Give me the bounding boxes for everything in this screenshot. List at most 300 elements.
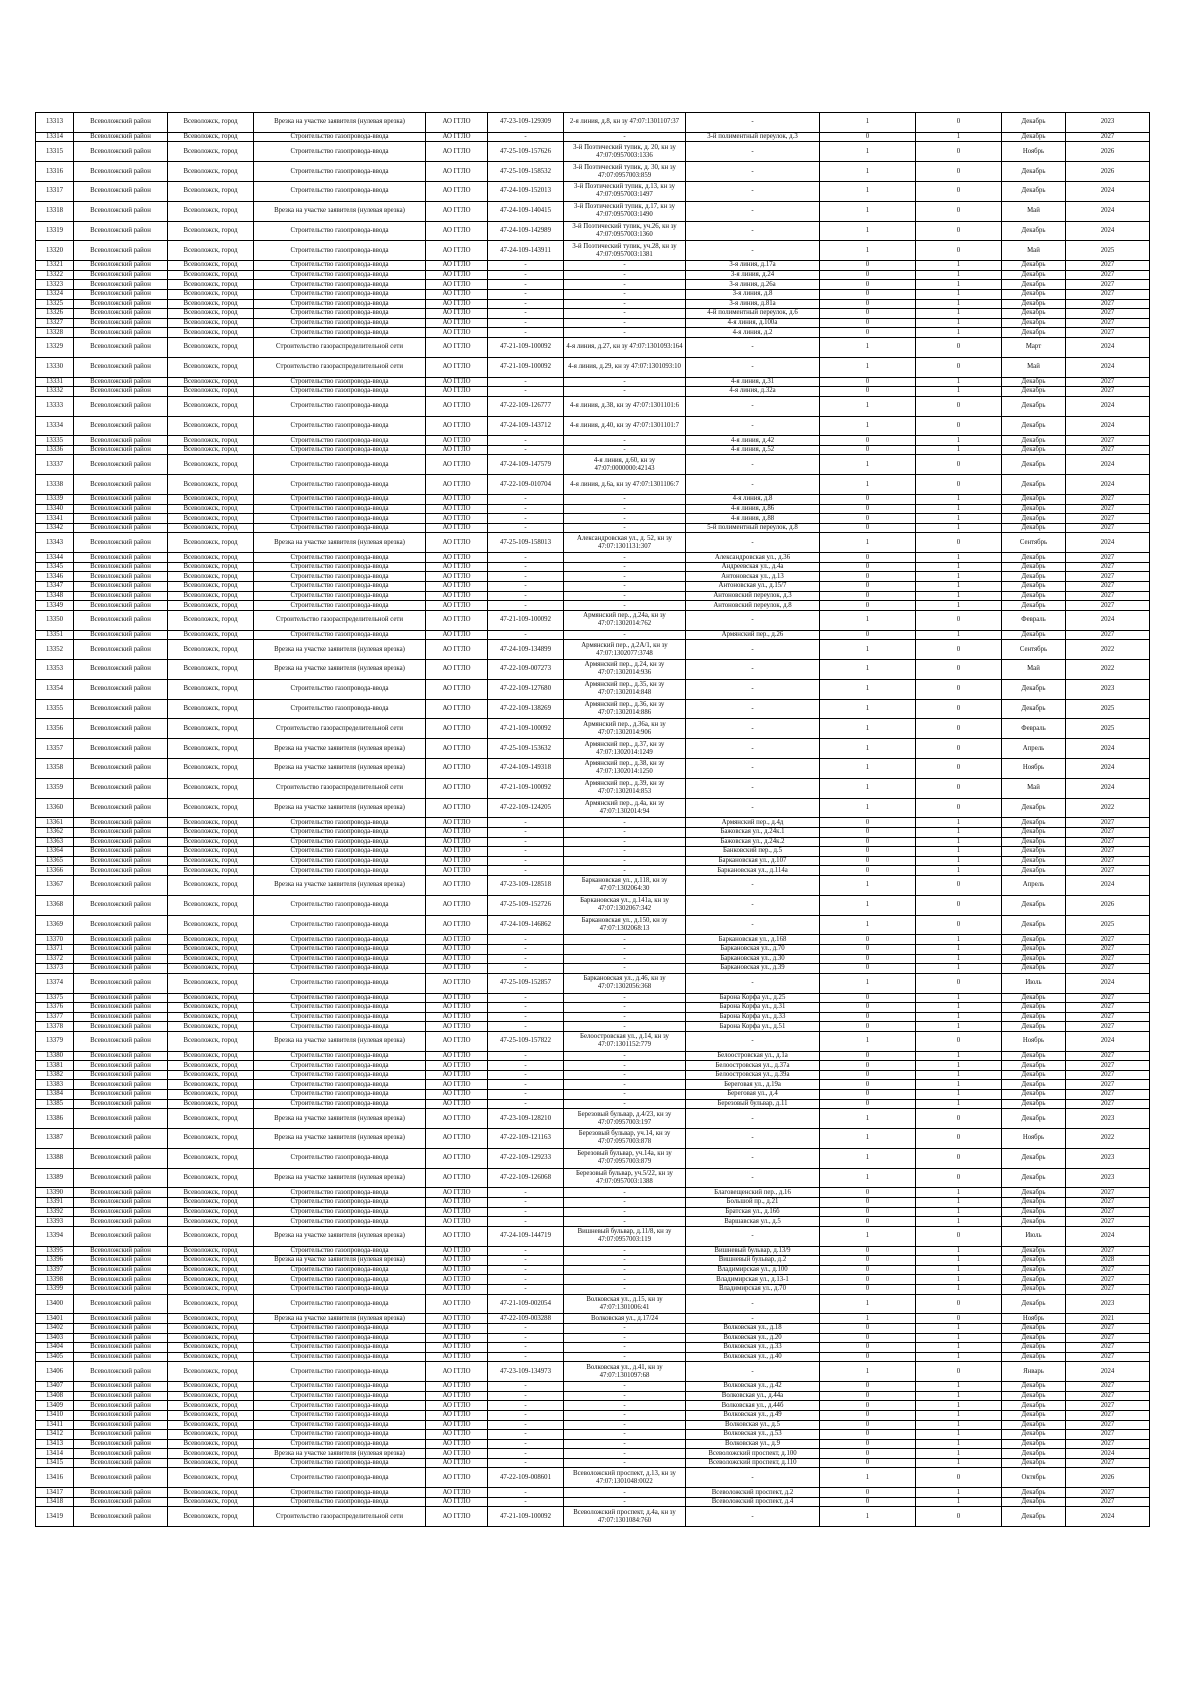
applicant-count-cell: 1 xyxy=(820,1031,916,1051)
table-row xyxy=(36,1148,1150,1168)
organization-cell: АО ГГЛО xyxy=(426,1188,488,1198)
row-number-cell: 13329 xyxy=(36,337,74,357)
organization-cell: АО ГГЛО xyxy=(426,1401,488,1411)
row-number-cell: 13351 xyxy=(36,630,74,640)
work-type-cell: Строительство газопровода-ввода xyxy=(254,523,426,533)
applicant-count-cell: 0 xyxy=(820,504,916,514)
work-type-cell: Строительство газопровода-ввода xyxy=(254,1410,426,1420)
month-cell: Февраль xyxy=(1002,719,1066,739)
settlement-cell: Всеволожск, город xyxy=(168,1003,254,1013)
month-cell: Декабрь xyxy=(1002,1207,1066,1217)
prospect-count-cell: 1 xyxy=(916,523,1002,533)
settlement-cell: Всеволожск, город xyxy=(168,572,254,582)
month-cell: Декабрь xyxy=(1002,1246,1066,1256)
prospect-count-cell: 1 xyxy=(916,1061,1002,1071)
month-cell: Декабрь xyxy=(1002,699,1066,719)
organization-cell: АО ГГЛО xyxy=(426,1488,488,1498)
year-cell: 2027 xyxy=(1066,1458,1150,1468)
applicant-count-cell: 0 xyxy=(820,1430,916,1440)
contract-number-cell: - xyxy=(488,309,564,319)
district-cell: Всеволожский район xyxy=(74,1294,168,1314)
cadastral-address-cell: - xyxy=(564,572,686,582)
address-cell: Барона Корфа ул., д.51 xyxy=(686,1022,820,1032)
organization-cell: АО ГГЛО xyxy=(426,1352,488,1362)
year-cell: 2027 xyxy=(1066,601,1150,611)
work-type-cell: Строительство газопровода-ввода xyxy=(254,856,426,866)
district-cell: Всеволожский район xyxy=(74,181,168,201)
district-cell: Всеволожский район xyxy=(74,113,168,133)
contract-number-cell: - xyxy=(488,562,564,572)
cadastral-address-cell: - xyxy=(564,866,686,876)
year-cell: 2027 xyxy=(1066,1188,1150,1198)
organization-cell: АО ГГЛО xyxy=(426,357,488,377)
district-cell: Всеволожский район xyxy=(74,1275,168,1285)
district-cell: Всеволожский район xyxy=(74,601,168,611)
address-cell: Всеволожский проспект, д.110 xyxy=(686,1458,820,1468)
settlement-cell: Всеволожск, город xyxy=(168,778,254,798)
contract-number-cell: 47-22-109-121163 xyxy=(488,1129,564,1149)
cadastral-address-cell: - xyxy=(564,1449,686,1459)
settlement-cell: Всеволожск, город xyxy=(168,1497,254,1507)
month-cell: Декабрь xyxy=(1002,445,1066,455)
month-cell: Декабрь xyxy=(1002,582,1066,592)
settlement-cell: Всеволожск, город xyxy=(168,1439,254,1449)
prospect-count-cell: 1 xyxy=(916,1070,1002,1080)
year-cell: 2027 xyxy=(1066,954,1150,964)
year-cell: 2027 xyxy=(1066,1099,1150,1109)
applicant-count-cell: 0 xyxy=(820,436,916,446)
settlement-cell: Всеволожск, город xyxy=(168,1284,254,1294)
contract-number-cell: - xyxy=(488,1430,564,1440)
contract-number-cell: - xyxy=(488,1061,564,1071)
cadastral-address-cell: - xyxy=(564,582,686,592)
applicant-count-cell: 0 xyxy=(820,1458,916,1468)
district-cell: Всеволожский район xyxy=(74,847,168,857)
applicant-count-cell: 0 xyxy=(820,495,916,505)
address-cell: 3-й полиментный переулок, д.3 xyxy=(686,132,820,142)
work-type-cell: Врезка на участке заявителя (нулевая врезка) xyxy=(254,875,426,895)
year-cell: 2027 xyxy=(1066,964,1150,974)
work-type-cell: Строительство газопровода-ввода xyxy=(254,1420,426,1430)
district-cell: Всеволожский район xyxy=(74,1430,168,1440)
month-cell: Декабрь xyxy=(1002,396,1066,416)
year-cell: 2027 xyxy=(1066,270,1150,280)
contract-number-cell: - xyxy=(488,1343,564,1353)
settlement-cell: Всеволожск, город xyxy=(168,630,254,640)
month-cell: Декабрь xyxy=(1002,523,1066,533)
prospect-count-cell: 1 xyxy=(916,328,1002,338)
organization-cell: АО ГГЛО xyxy=(426,630,488,640)
address-cell: - xyxy=(686,142,820,162)
contract-number-cell: - xyxy=(488,1256,564,1266)
year-cell: 2027 xyxy=(1066,553,1150,563)
table-row xyxy=(36,1012,1150,1022)
organization-cell: АО ГГЛО xyxy=(426,1217,488,1227)
address-cell: - xyxy=(686,221,820,241)
contract-number-cell: - xyxy=(488,299,564,309)
table-row xyxy=(36,1256,1150,1266)
address-cell: Варшавская ул., д.5 xyxy=(686,1217,820,1227)
district-cell: Всеволожский район xyxy=(74,1391,168,1401)
work-type-cell: Строительство газопровода-ввода xyxy=(254,1246,426,1256)
organization-cell: АО ГГЛО xyxy=(426,993,488,1003)
cadastral-address-cell: - xyxy=(564,514,686,524)
month-cell: Декабрь xyxy=(1002,818,1066,828)
district-cell: Всеволожский район xyxy=(74,1217,168,1227)
work-type-cell: Строительство газопровода-ввода xyxy=(254,601,426,611)
row-number-cell: 13376 xyxy=(36,1003,74,1013)
prospect-count-cell: 1 xyxy=(916,837,1002,847)
cadastral-address-cell: Баркановская ул., д.46, кн зу 47:07:1302056:368 xyxy=(564,973,686,993)
contract-number-cell: - xyxy=(488,856,564,866)
applicant-count-cell: 1 xyxy=(820,113,916,133)
work-type-cell: Строительство газопровода-ввода xyxy=(254,495,426,505)
work-type-cell: Строительство газопровода-ввода xyxy=(254,1099,426,1109)
month-cell: Декабрь xyxy=(1002,1333,1066,1343)
organization-cell: АО ГГЛО xyxy=(426,162,488,182)
work-type-cell: Строительство газопровода-ввода xyxy=(254,377,426,387)
contract-number-cell: - xyxy=(488,1275,564,1285)
contract-number-cell: - xyxy=(488,377,564,387)
contract-number-cell: 47-21-109-100092 xyxy=(488,337,564,357)
table-row xyxy=(36,562,1150,572)
row-number-cell: 13415 xyxy=(36,1458,74,1468)
row-number-cell: 13394 xyxy=(36,1226,74,1246)
cadastral-address-cell: 4-я линия, д.60, кн зу 47:07:0000000:42143 xyxy=(564,455,686,475)
row-number-cell: 13403 xyxy=(36,1333,74,1343)
address-cell: - xyxy=(686,640,820,660)
settlement-cell: Всеволожск, город xyxy=(168,856,254,866)
year-cell: 2027 xyxy=(1066,132,1150,142)
contract-number-cell: - xyxy=(488,553,564,563)
organization-cell: АО ГГЛО xyxy=(426,944,488,954)
gasification-register-table xyxy=(35,112,1150,1527)
district-cell: Всеволожский район xyxy=(74,142,168,162)
prospect-count-cell: 0 xyxy=(916,640,1002,660)
contract-number-cell: 47-22-109-124205 xyxy=(488,798,564,818)
address-cell: Антоновский переулок, д.8 xyxy=(686,601,820,611)
district-cell: Всеволожский район xyxy=(74,1061,168,1071)
table-row xyxy=(36,1031,1150,1051)
row-number-cell: 13345 xyxy=(36,562,74,572)
month-cell: Декабрь xyxy=(1002,1090,1066,1100)
settlement-cell: Всеволожск, город xyxy=(168,591,254,601)
settlement-cell: Всеволожск, город xyxy=(168,261,254,271)
applicant-count-cell: 0 xyxy=(820,514,916,524)
table-row xyxy=(36,866,1150,876)
row-number-cell: 13318 xyxy=(36,201,74,221)
prospect-count-cell: 0 xyxy=(916,241,1002,261)
row-number-cell: 13355 xyxy=(36,699,74,719)
address-cell: Андреевская ул., д.4а xyxy=(686,562,820,572)
settlement-cell: Всеволожск, город xyxy=(168,1391,254,1401)
cadastral-address-cell: - xyxy=(564,387,686,397)
organization-cell: АО ГГЛО xyxy=(426,270,488,280)
prospect-count-cell: 1 xyxy=(916,1080,1002,1090)
settlement-cell: Всеволожск, город xyxy=(168,289,254,299)
address-cell: - xyxy=(686,337,820,357)
contract-number-cell: 47-24-109-147579 xyxy=(488,455,564,475)
table-row xyxy=(36,181,1150,201)
prospect-count-cell: 1 xyxy=(916,1420,1002,1430)
settlement-cell: Всеволожск, город xyxy=(168,1458,254,1468)
applicant-count-cell: 1 xyxy=(820,739,916,759)
month-cell: Декабрь xyxy=(1002,1070,1066,1080)
prospect-count-cell: 1 xyxy=(916,1343,1002,1353)
address-cell: Антоновская ул., д.13 xyxy=(686,572,820,582)
prospect-count-cell: 0 xyxy=(916,113,1002,133)
applicant-count-cell: 0 xyxy=(820,1070,916,1080)
applicant-count-cell: 0 xyxy=(820,1401,916,1411)
row-number-cell: 13317 xyxy=(36,181,74,201)
row-number-cell: 13401 xyxy=(36,1314,74,1324)
organization-cell: АО ГГЛО xyxy=(426,523,488,533)
address-cell: 4-я линия, д.52 xyxy=(686,445,820,455)
month-cell: Март xyxy=(1002,337,1066,357)
address-cell: 4-я линия, д.2 xyxy=(686,328,820,338)
organization-cell: АО ГГЛО xyxy=(426,1323,488,1333)
organization-cell: АО ГГЛО xyxy=(426,1031,488,1051)
applicant-count-cell: 1 xyxy=(820,201,916,221)
cadastral-address-cell: - xyxy=(564,1275,686,1285)
prospect-count-cell: 1 xyxy=(916,514,1002,524)
district-cell: Всеволожский район xyxy=(74,719,168,739)
row-number-cell: 13412 xyxy=(36,1430,74,1440)
table-row xyxy=(36,944,1150,954)
applicant-count-cell: 1 xyxy=(820,1507,916,1527)
settlement-cell: Всеволожск, город xyxy=(168,660,254,680)
applicant-count-cell: 0 xyxy=(820,289,916,299)
cadastral-address-cell: - xyxy=(564,1439,686,1449)
prospect-count-cell: 0 xyxy=(916,181,1002,201)
applicant-count-cell: 0 xyxy=(820,591,916,601)
month-cell: Декабрь xyxy=(1002,1391,1066,1401)
row-number-cell: 13397 xyxy=(36,1265,74,1275)
year-cell: 2023 xyxy=(1066,679,1150,699)
table-row xyxy=(36,1188,1150,1198)
applicant-count-cell: 1 xyxy=(820,610,916,630)
organization-cell: АО ГГЛО xyxy=(426,562,488,572)
applicant-count-cell: 1 xyxy=(820,798,916,818)
contract-number-cell: 47-25-109-152726 xyxy=(488,895,564,915)
work-type-cell: Врезка на участке заявителя (нулевая врезка) xyxy=(254,1226,426,1246)
cadastral-address-cell: Армянский пер., д.35, кн зу 47:07:1302014:848 xyxy=(564,679,686,699)
district-cell: Всеволожский район xyxy=(74,1382,168,1392)
year-cell: 2027 xyxy=(1066,1070,1150,1080)
settlement-cell: Всеволожск, город xyxy=(168,1022,254,1032)
year-cell: 2027 xyxy=(1066,1439,1150,1449)
work-type-cell: Строительство газопровода-ввода xyxy=(254,455,426,475)
organization-cell: АО ГГЛО xyxy=(426,1294,488,1314)
address-cell: 3-я линия, д.81а xyxy=(686,299,820,309)
table-row xyxy=(36,1022,1150,1032)
district-cell: Всеволожский район xyxy=(74,1051,168,1061)
month-cell: Май xyxy=(1002,241,1066,261)
year-cell: 2027 xyxy=(1066,630,1150,640)
district-cell: Всеволожский район xyxy=(74,337,168,357)
work-type-cell: Строительство газопровода-ввода xyxy=(254,837,426,847)
row-number-cell: 13413 xyxy=(36,1439,74,1449)
prospect-count-cell: 1 xyxy=(916,964,1002,974)
row-number-cell: 13411 xyxy=(36,1420,74,1430)
table-row xyxy=(36,504,1150,514)
organization-cell: АО ГГЛО xyxy=(426,640,488,660)
cadastral-address-cell: 4-я линия, д.6а, кн зу 47:07:1301106:7 xyxy=(564,475,686,495)
month-cell: Декабрь xyxy=(1002,915,1066,935)
month-cell: Декабрь xyxy=(1002,495,1066,505)
district-cell: Всеволожский район xyxy=(74,201,168,221)
address-cell: Волковская ул., д.5 xyxy=(686,1420,820,1430)
table-row xyxy=(36,758,1150,778)
address-cell: - xyxy=(686,241,820,261)
month-cell: Декабрь xyxy=(1002,954,1066,964)
settlement-cell: Всеволожск, город xyxy=(168,299,254,309)
contract-number-cell: 47-24-109-144719 xyxy=(488,1226,564,1246)
contract-number-cell: 47-21-109-100092 xyxy=(488,357,564,377)
applicant-count-cell: 0 xyxy=(820,582,916,592)
organization-cell: АО ГГЛО xyxy=(426,1226,488,1246)
table-row xyxy=(36,1294,1150,1314)
address-cell: Братская ул., д.16б xyxy=(686,1207,820,1217)
applicant-count-cell: 0 xyxy=(820,1420,916,1430)
address-cell: Барона Корфа ул., д.25 xyxy=(686,993,820,1003)
work-type-cell: Строительство газораспределительной сети xyxy=(254,719,426,739)
work-type-cell: Врезка на участке заявителя (нулевая врезка) xyxy=(254,1314,426,1324)
address-cell: - xyxy=(686,396,820,416)
month-cell: Декабрь xyxy=(1002,221,1066,241)
work-type-cell: Строительство газопровода-ввода xyxy=(254,1362,426,1382)
prospect-count-cell: 1 xyxy=(916,1439,1002,1449)
table-row xyxy=(36,798,1150,818)
prospect-count-cell: 0 xyxy=(916,778,1002,798)
table-row xyxy=(36,1382,1150,1392)
organization-cell: АО ГГЛО xyxy=(426,436,488,446)
row-number-cell: 13365 xyxy=(36,856,74,866)
applicant-count-cell: 0 xyxy=(820,1217,916,1227)
district-cell: Всеволожский район xyxy=(74,944,168,954)
district-cell: Всеволожский район xyxy=(74,1401,168,1411)
organization-cell: АО ГГЛО xyxy=(426,1207,488,1217)
prospect-count-cell: 0 xyxy=(916,455,1002,475)
work-type-cell: Строительство газопровода-ввода xyxy=(254,562,426,572)
month-cell: Декабрь xyxy=(1002,1003,1066,1013)
organization-cell: АО ГГЛО xyxy=(426,679,488,699)
prospect-count-cell: 1 xyxy=(916,270,1002,280)
applicant-count-cell: 0 xyxy=(820,132,916,142)
district-cell: Всеволожский район xyxy=(74,562,168,572)
year-cell: 2024 xyxy=(1066,221,1150,241)
table-row xyxy=(36,475,1150,495)
row-number-cell: 13418 xyxy=(36,1497,74,1507)
year-cell: 2027 xyxy=(1066,1275,1150,1285)
row-number-cell: 13388 xyxy=(36,1148,74,1168)
district-cell: Всеволожский район xyxy=(74,1488,168,1498)
cadastral-address-cell: Вишневый бульвар, д.11/8, кн зу 47:07:0957003:119 xyxy=(564,1226,686,1246)
district-cell: Всеволожский район xyxy=(74,1497,168,1507)
month-cell: Декабрь xyxy=(1002,1439,1066,1449)
settlement-cell: Всеволожск, город xyxy=(168,221,254,241)
row-number-cell: 13337 xyxy=(36,455,74,475)
register-body xyxy=(36,113,1150,1527)
month-cell: Июль xyxy=(1002,973,1066,993)
year-cell: 2024 xyxy=(1066,973,1150,993)
work-type-cell: Строительство газопровода-ввода xyxy=(254,1352,426,1362)
prospect-count-cell: 1 xyxy=(916,495,1002,505)
district-cell: Всеволожский район xyxy=(74,396,168,416)
address-cell: Волковская ул., д.18 xyxy=(686,1323,820,1333)
contract-number-cell: - xyxy=(488,1217,564,1227)
contract-number-cell: - xyxy=(488,1012,564,1022)
district-cell: Всеволожский район xyxy=(74,436,168,446)
district-cell: Всеволожский район xyxy=(74,318,168,328)
month-cell: Декабрь xyxy=(1002,1458,1066,1468)
address-cell: - xyxy=(686,1109,820,1129)
row-number-cell: 13370 xyxy=(36,935,74,945)
year-cell: 2027 xyxy=(1066,514,1150,524)
row-number-cell: 13405 xyxy=(36,1352,74,1362)
organization-cell: АО ГГЛО xyxy=(426,591,488,601)
address-cell: Береговая ул., д.4 xyxy=(686,1090,820,1100)
contract-number-cell: - xyxy=(488,504,564,514)
settlement-cell: Всеволожск, город xyxy=(168,445,254,455)
address-cell: Всеволожский проспект, д.2 xyxy=(686,1488,820,1498)
applicant-count-cell: 1 xyxy=(820,1226,916,1246)
row-number-cell: 13364 xyxy=(36,847,74,857)
settlement-cell: Всеволожск, город xyxy=(168,455,254,475)
cadastral-address-cell: Армянский пер., д.2А/1, кн зу 47:07:1302077:3748 xyxy=(564,640,686,660)
cadastral-address-cell: - xyxy=(564,1458,686,1468)
prospect-count-cell: 0 xyxy=(916,1468,1002,1488)
year-cell: 2024 xyxy=(1066,416,1150,436)
organization-cell: АО ГГЛО xyxy=(426,1343,488,1353)
year-cell: 2022 xyxy=(1066,798,1150,818)
organization-cell: АО ГГЛО xyxy=(426,856,488,866)
applicant-count-cell: 0 xyxy=(820,944,916,954)
month-cell: Декабрь xyxy=(1002,798,1066,818)
prospect-count-cell: 1 xyxy=(916,1323,1002,1333)
cadastral-address-cell: - xyxy=(564,1401,686,1411)
organization-cell: АО ГГЛО xyxy=(426,1080,488,1090)
work-type-cell: Врезка на участке заявителя (нулевая врезка) xyxy=(254,201,426,221)
district-cell: Всеволожский район xyxy=(74,495,168,505)
month-cell: Декабрь xyxy=(1002,993,1066,1003)
row-number-cell: 13416 xyxy=(36,1468,74,1488)
year-cell: 2022 xyxy=(1066,660,1150,680)
year-cell: 2022 xyxy=(1066,1129,1150,1149)
applicant-count-cell: 0 xyxy=(820,1256,916,1266)
settlement-cell: Всеволожск, город xyxy=(168,1168,254,1188)
applicant-count-cell: 0 xyxy=(820,601,916,611)
table-row xyxy=(36,679,1150,699)
table-row xyxy=(36,1468,1150,1488)
settlement-cell: Всеволожск, город xyxy=(168,1070,254,1080)
row-number-cell: 13346 xyxy=(36,572,74,582)
address-cell: - xyxy=(686,660,820,680)
table-row xyxy=(36,915,1150,935)
contract-number-cell: 47-22-109-007273 xyxy=(488,660,564,680)
work-type-cell: Врезка на участке заявителя (нулевая врезка) xyxy=(254,660,426,680)
cadastral-address-cell: Волковская ул., д.41, кн зу 47:07:1301097:68 xyxy=(564,1362,686,1382)
settlement-cell: Всеволожск, город xyxy=(168,964,254,974)
year-cell: 2027 xyxy=(1066,993,1150,1003)
address-cell: Белоостровская ул., д.37а xyxy=(686,1061,820,1071)
contract-number-cell: 47-24-109-142989 xyxy=(488,221,564,241)
organization-cell: АО ГГЛО xyxy=(426,1099,488,1109)
row-number-cell: 13409 xyxy=(36,1401,74,1411)
prospect-count-cell: 0 xyxy=(916,337,1002,357)
cadastral-address-cell: 4-я линия, д.29, кн зу 47:07:1301093:10 xyxy=(564,357,686,377)
prospect-count-cell: 1 xyxy=(916,1256,1002,1266)
